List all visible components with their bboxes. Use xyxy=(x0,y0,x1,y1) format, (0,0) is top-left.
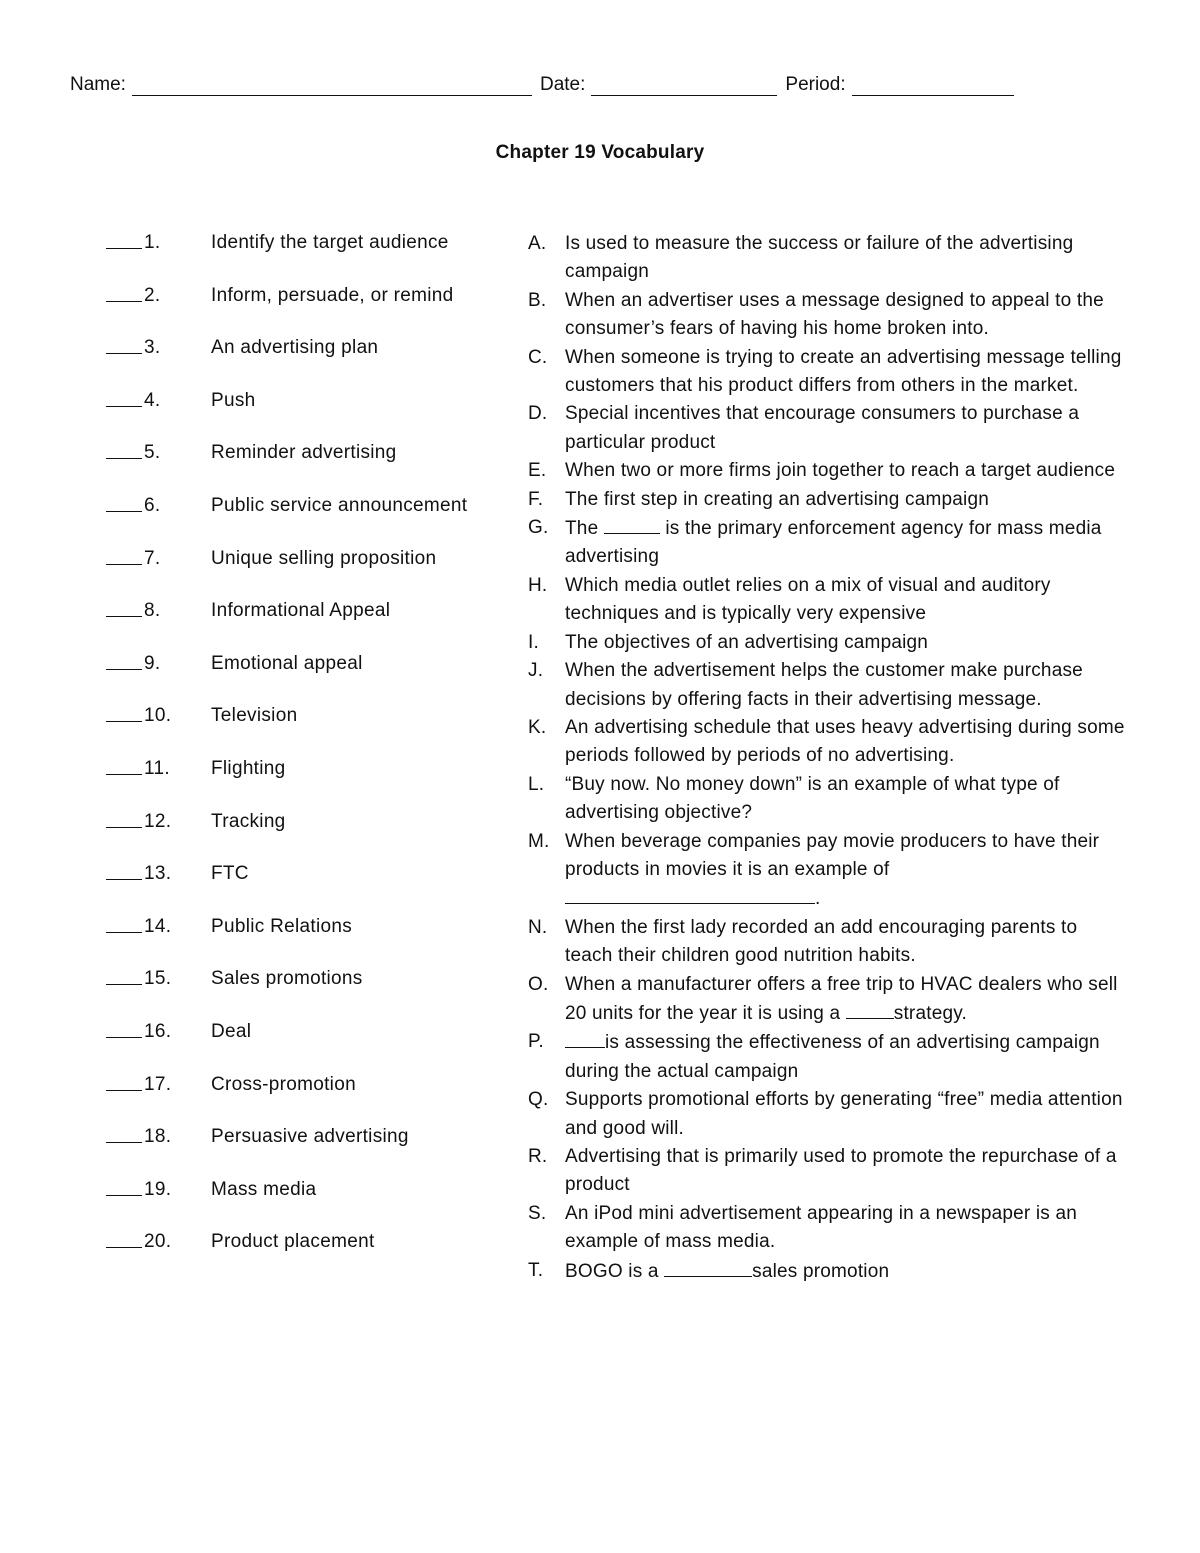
definition-item xyxy=(528,828,1128,914)
definition-item xyxy=(528,457,1128,485)
definition-item xyxy=(528,572,1128,629)
answer-blank[interactable] xyxy=(106,879,142,880)
term-number: 8. xyxy=(144,600,161,622)
term-text: Informational Appeal xyxy=(211,600,391,622)
term-text: Product placement xyxy=(211,1231,375,1253)
term-number: 4. xyxy=(144,389,161,411)
definition-text-after-blank: . xyxy=(815,888,821,910)
period-label: Period: xyxy=(785,74,846,95)
answer-blank[interactable] xyxy=(106,458,142,459)
date-label: Date: xyxy=(539,74,586,95)
definitions-list xyxy=(528,230,1128,1286)
term-item xyxy=(106,756,506,809)
term-number: 20. xyxy=(144,1231,172,1253)
term-text: Deal xyxy=(211,1020,252,1042)
term-text: Mass media xyxy=(211,1178,317,1200)
answer-blank[interactable] xyxy=(106,1090,142,1091)
term-item xyxy=(106,703,506,756)
period-field[interactable] xyxy=(852,75,1014,96)
definition-text: When someone is trying to create an advertising message telling customers that his product differs from others in the market. xyxy=(565,346,1122,397)
term-item xyxy=(106,914,506,967)
answer-blank[interactable] xyxy=(106,932,142,933)
definition-text: Which media outlet relies on a mix of visual and auditory techniques and is typically very expensive xyxy=(565,574,1051,625)
term-text: Flighting xyxy=(211,757,286,779)
fill-in-blank[interactable] xyxy=(604,514,660,534)
name-label: Name: xyxy=(70,74,126,95)
term-text: Cross-promotion xyxy=(211,1073,356,1095)
definition-letter: H. xyxy=(528,574,548,596)
definition-item xyxy=(528,344,1128,401)
term-number: 1. xyxy=(144,232,161,253)
definition-letter: T. xyxy=(528,1259,544,1281)
definition-text: When an advertiser uses a message designed to appeal to the consumer’s fears of having his home broken into. xyxy=(565,289,1104,340)
term-item xyxy=(106,335,506,388)
fill-in-blank[interactable] xyxy=(565,1028,605,1048)
definition-text: When the first lady recorded an add encouraging parents to teach their children good nutrition habits. xyxy=(565,916,1078,967)
term-text: Sales promotions xyxy=(211,968,363,990)
answer-blank[interactable] xyxy=(106,406,142,407)
answer-blank[interactable] xyxy=(106,774,142,775)
definition-text-after-blank: is assessing the effectiveness of an advertising campaign during the actual campaign xyxy=(565,1032,1100,1082)
term-item xyxy=(106,1019,506,1072)
definition-text: “Buy now. No money down” is an example of what type of advertising objective? xyxy=(565,773,1060,824)
answer-blank[interactable] xyxy=(106,564,142,565)
definition-item xyxy=(528,514,1128,572)
term-text: FTC xyxy=(211,863,249,885)
term-number: 16. xyxy=(144,1020,172,1042)
term-item xyxy=(106,1229,506,1282)
definition-item xyxy=(528,1086,1128,1143)
term-item xyxy=(106,230,506,283)
definition-item xyxy=(528,971,1128,1029)
term-text: Public service announcement xyxy=(211,494,468,516)
term-item xyxy=(106,440,506,493)
term-item xyxy=(106,388,506,441)
fill-in-blank[interactable] xyxy=(846,999,894,1019)
definition-item xyxy=(528,914,1128,971)
definition-letter: K. xyxy=(528,716,547,738)
term-item xyxy=(106,598,506,651)
answer-blank[interactable] xyxy=(106,1247,142,1248)
answer-blank[interactable] xyxy=(106,1195,142,1196)
term-text: Reminder advertising xyxy=(211,442,397,464)
answer-blank[interactable] xyxy=(106,1037,142,1038)
definition-letter: F. xyxy=(528,488,544,510)
term-number: 14. xyxy=(144,915,172,937)
term-item xyxy=(106,1177,506,1230)
term-text: Emotional appeal xyxy=(211,652,363,674)
name-field[interactable] xyxy=(132,75,532,96)
term-text: Unique selling proposition xyxy=(211,547,437,569)
definition-text: Supports promotional efforts by generating “free” media attention and good will. xyxy=(565,1089,1123,1139)
definition-letter: S. xyxy=(528,1202,547,1224)
definition-item xyxy=(528,287,1128,344)
answer-blank[interactable] xyxy=(106,984,142,985)
definition-item xyxy=(528,486,1128,514)
definition-text: Is used to measure the success or failure of the advertising campaign xyxy=(565,233,1074,283)
fill-in-blank[interactable] xyxy=(664,1257,752,1277)
definition-letter: C. xyxy=(528,346,548,368)
terms-list xyxy=(106,230,506,1282)
definition-text-after-blank: is the primary enforcement agency for mass media advertising xyxy=(565,518,1102,568)
term-number: 11. xyxy=(144,757,170,779)
answer-blank[interactable] xyxy=(106,511,142,512)
term-number: 9. xyxy=(144,652,161,674)
definition-text: When the advertisement helps the customer make purchase decisions by offering facts in their advertising message. xyxy=(565,660,1083,710)
answer-blank[interactable] xyxy=(106,827,142,828)
term-item xyxy=(106,546,506,599)
definition-item xyxy=(528,230,1128,287)
definition-letter: L. xyxy=(528,773,545,795)
definition-text: An iPod mini advertisement appearing in a newspaper is an example of mass media. xyxy=(565,1202,1078,1253)
header-line xyxy=(70,74,1130,96)
term-number: 3. xyxy=(144,337,161,359)
definition-letter: I. xyxy=(528,631,539,653)
term-text: Television xyxy=(211,705,298,727)
definition-item xyxy=(528,629,1128,657)
answer-blank[interactable] xyxy=(106,616,142,617)
answer-blank[interactable] xyxy=(106,301,142,302)
definition-text xyxy=(565,831,1099,910)
definition-item xyxy=(528,1257,1128,1286)
term-number: 6. xyxy=(144,494,161,516)
definition-letter: P. xyxy=(528,1031,544,1053)
term-number: 18. xyxy=(144,1126,172,1148)
definition-text-before-blank: When a manufacturer offers a free trip to HVAC dealers who sell 20 units for the year it is using a xyxy=(565,973,1118,1024)
definition-text xyxy=(565,1032,1100,1081)
answer-blank[interactable] xyxy=(106,669,142,670)
definition-text-after-blank: sales promotion xyxy=(752,1260,890,1282)
page-title: Chapter 19 Vocabulary xyxy=(495,142,705,163)
definition-letter: Q. xyxy=(528,1089,549,1111)
term-item xyxy=(106,651,506,704)
term-number: 15. xyxy=(144,968,172,990)
definition-item xyxy=(528,1200,1128,1257)
answer-blank[interactable] xyxy=(106,248,142,249)
fill-in-blank[interactable] xyxy=(565,884,815,904)
definition-letter: N. xyxy=(528,916,548,938)
term-number: 5. xyxy=(144,442,161,464)
term-text: Tracking xyxy=(211,810,286,832)
term-text: An advertising plan xyxy=(211,337,379,359)
definition-text-after-blank: strategy. xyxy=(893,1002,968,1024)
term-number: 12. xyxy=(144,810,172,832)
definition-item xyxy=(528,1143,1128,1200)
definition-item xyxy=(528,657,1128,714)
definition-letter: B. xyxy=(528,289,547,311)
definition-text: When two or more firms join together to reach a target audience xyxy=(565,460,1116,482)
definition-text xyxy=(565,974,1118,1024)
term-text: Public Relations xyxy=(211,915,353,937)
definition-letter: A. xyxy=(528,233,547,254)
term-item xyxy=(106,861,506,914)
definition-letter: R. xyxy=(528,1146,548,1167)
definition-letter: D. xyxy=(528,403,548,425)
term-number: 7. xyxy=(144,547,161,569)
answer-blank[interactable] xyxy=(106,353,142,354)
definition-item xyxy=(528,1028,1128,1086)
definition-letter: G. xyxy=(528,517,549,539)
definition-text xyxy=(565,518,1102,567)
definition-letter: M. xyxy=(528,830,550,852)
term-number: 2. xyxy=(144,284,161,306)
term-text: Identify the target audience xyxy=(211,232,449,253)
term-item xyxy=(106,283,506,336)
definition-text: The first step in creating an advertising campaign xyxy=(565,488,989,510)
definition-text xyxy=(565,1261,889,1282)
date-field[interactable] xyxy=(591,75,777,96)
answer-blank[interactable] xyxy=(106,721,142,722)
definition-text: Special incentives that encourage consumers to purchase a particular product xyxy=(565,403,1080,453)
term-item xyxy=(106,809,506,862)
term-number: 13. xyxy=(144,863,172,885)
answer-blank[interactable] xyxy=(106,1142,142,1143)
definition-text-before-blank: The xyxy=(565,518,599,540)
definition-letter: E. xyxy=(528,460,547,482)
term-item xyxy=(106,1072,506,1125)
definition-text-before-blank: BOGO is a xyxy=(565,1260,659,1282)
term-number: 19. xyxy=(144,1178,172,1200)
definition-text: The objectives of an advertising campaign xyxy=(565,631,929,653)
term-text: Inform, persuade, or remind xyxy=(211,284,454,306)
definition-item xyxy=(528,400,1128,457)
definition-item xyxy=(528,714,1128,771)
definition-text-before-blank: When beverage companies pay movie producers to have their products in movies it is an example of xyxy=(565,830,1100,880)
term-text: Push xyxy=(211,389,256,411)
term-item xyxy=(106,493,506,546)
definition-letter: J. xyxy=(528,660,544,682)
definition-item xyxy=(528,771,1128,828)
term-text: Persuasive advertising xyxy=(211,1126,409,1148)
definition-letter: O. xyxy=(528,973,549,995)
definition-text: Advertising that is primarily used to promote the repurchase of a product xyxy=(565,1146,1117,1196)
definition-text: An advertising schedule that uses heavy advertising during some periods followed by periods of no advertising. xyxy=(565,716,1125,767)
term-item xyxy=(106,966,506,1019)
term-item xyxy=(106,1124,506,1177)
term-number: 17. xyxy=(144,1073,172,1095)
term-number: 10. xyxy=(144,705,172,727)
